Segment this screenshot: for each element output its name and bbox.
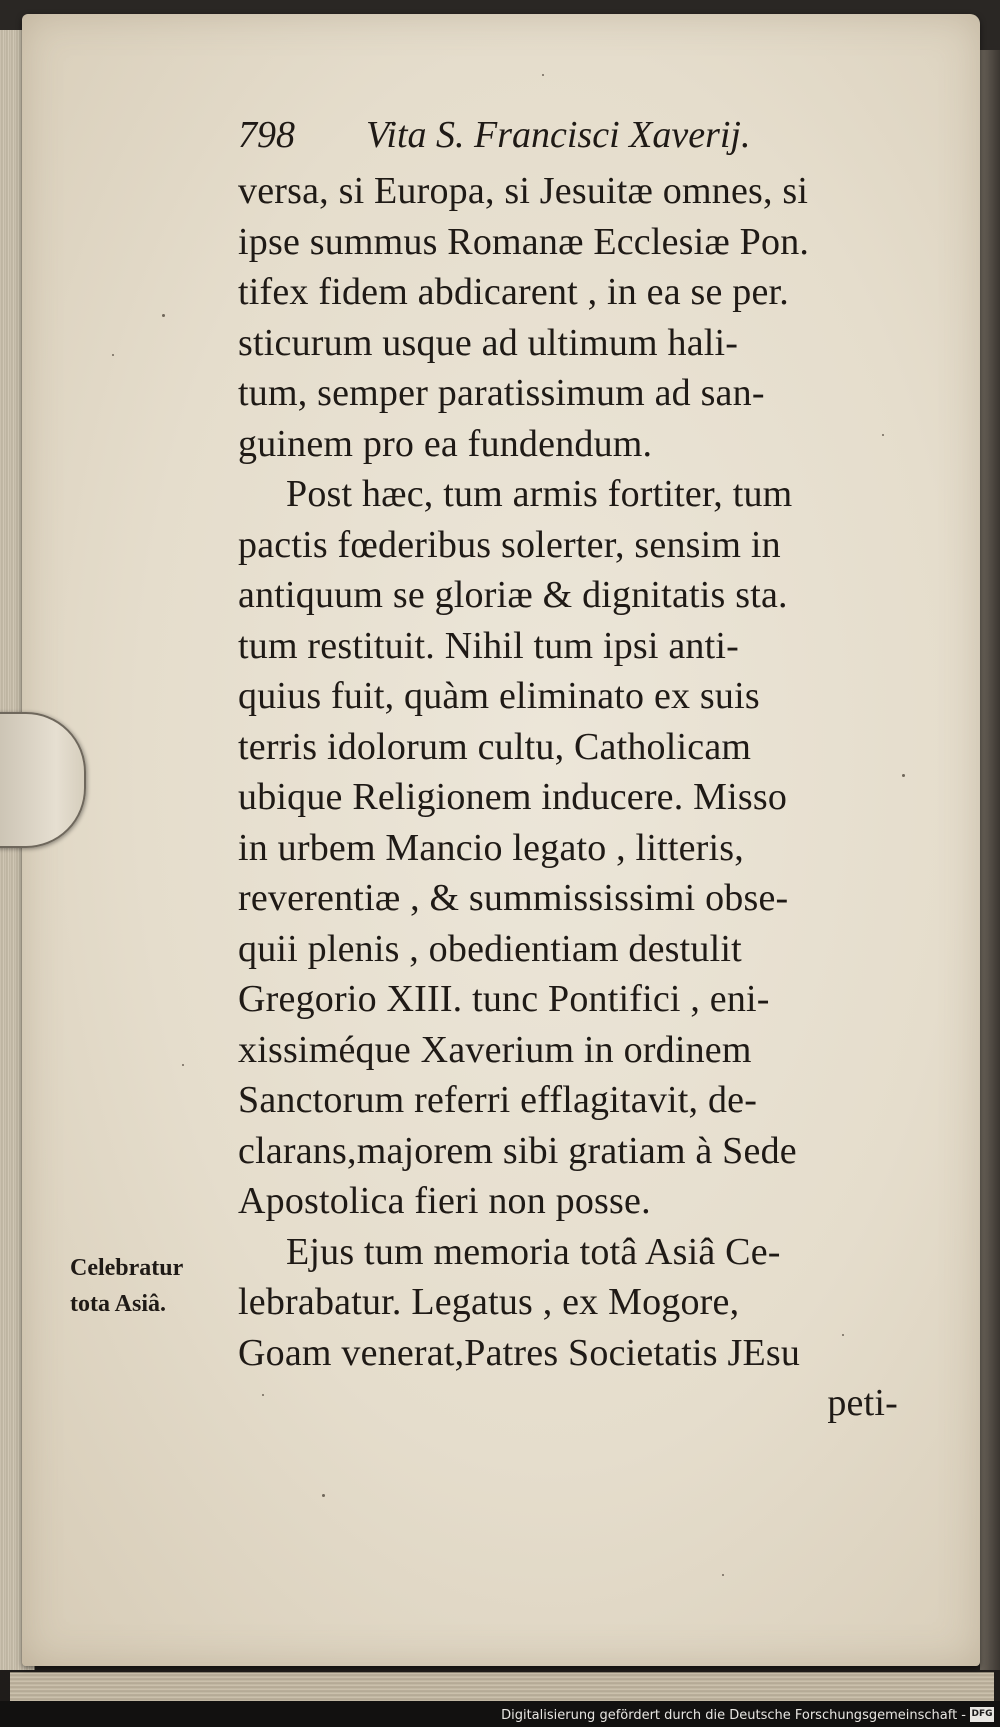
paper-speck (322, 1494, 325, 1497)
paper-speck (182, 1064, 184, 1066)
text-line: Post hæc, tum armis fortiter, tum (286, 473, 793, 515)
marginal-note (70, 1250, 183, 1322)
page-text (238, 104, 898, 1429)
paper-speck (722, 1574, 724, 1576)
footer-credit: Digitalisierung gefördert durch die Deutsche Forschungsgemeinschaft - (501, 1708, 966, 1723)
running-header (238, 104, 898, 166)
text-line: guinem pro ea fundendum. (238, 422, 653, 465)
paper-speck (542, 74, 544, 76)
marginal-note-line-1: Celebratur (70, 1255, 184, 1281)
text-line: terris idolorum cultu, Catholicam (238, 725, 752, 768)
text-line: antiquum se gloriæ & dignitatis sta. (238, 574, 788, 616)
paper-speck (112, 354, 114, 356)
dfg-logo: DFG (970, 1707, 994, 1722)
paper-speck (902, 774, 905, 777)
text-line: Gregorio XIII. tunc Pontifici , eni- (238, 978, 770, 1020)
text-line: Ejus tum memoria totâ Asiâ Ce- (286, 1230, 781, 1273)
catchword: peti- (827, 1382, 898, 1424)
text-line: quius fuit, quàm eliminato ex suis (238, 675, 760, 717)
text-line: versa, si Europa, si Jesuitæ omnes, si (238, 170, 809, 212)
text-line: Apostolica fieri non posse. (238, 1180, 651, 1222)
text-line: Sanctorum referri efflagitavit, de- (238, 1079, 758, 1121)
text-line: in urbem Mancio legato , litteris, (238, 826, 744, 869)
text-line: tum, semper paratissimum ad san- (238, 372, 765, 414)
text-line: pactis fœderibus solerter, sensim in (238, 523, 781, 566)
text-line: ipse summus Romanæ Ecclesiæ Pon. (238, 220, 810, 263)
running-title: Vita S. Francisci Xaverij. (366, 114, 751, 156)
text-line: reverentiæ , & summississimi obse- (238, 877, 789, 919)
book-leaves-bottom (10, 1672, 994, 1701)
text-line: ubique Religionem inducere. Misso (238, 776, 788, 818)
text-line: sticurum usque ad ultimum hali- (238, 321, 739, 364)
text-line: Goam venerat,Patres Societatis JEsu (238, 1331, 801, 1374)
body-text (238, 166, 898, 1378)
text-line: xissiméque Xaverium in ordinem (238, 1028, 752, 1071)
paper-speck (162, 314, 165, 317)
text-line: tum restituit. Nihil tum ipsi anti- (238, 624, 739, 667)
text-line: lebrabatur. Legatus , ex Mogore, (238, 1281, 740, 1323)
text-line: quii plenis , obedientiam destulit (238, 927, 742, 970)
footer-bar (0, 1701, 1000, 1727)
text-line: tifex fidem abdicarent , in ea se per. (238, 271, 789, 313)
text-line: clarans,majorem sibi gratiam à Sede (238, 1129, 797, 1172)
marginal-note-line-2: tota Asiâ. (70, 1291, 166, 1317)
book-edge-right (980, 50, 1000, 1670)
page-number: 798 (238, 114, 295, 156)
